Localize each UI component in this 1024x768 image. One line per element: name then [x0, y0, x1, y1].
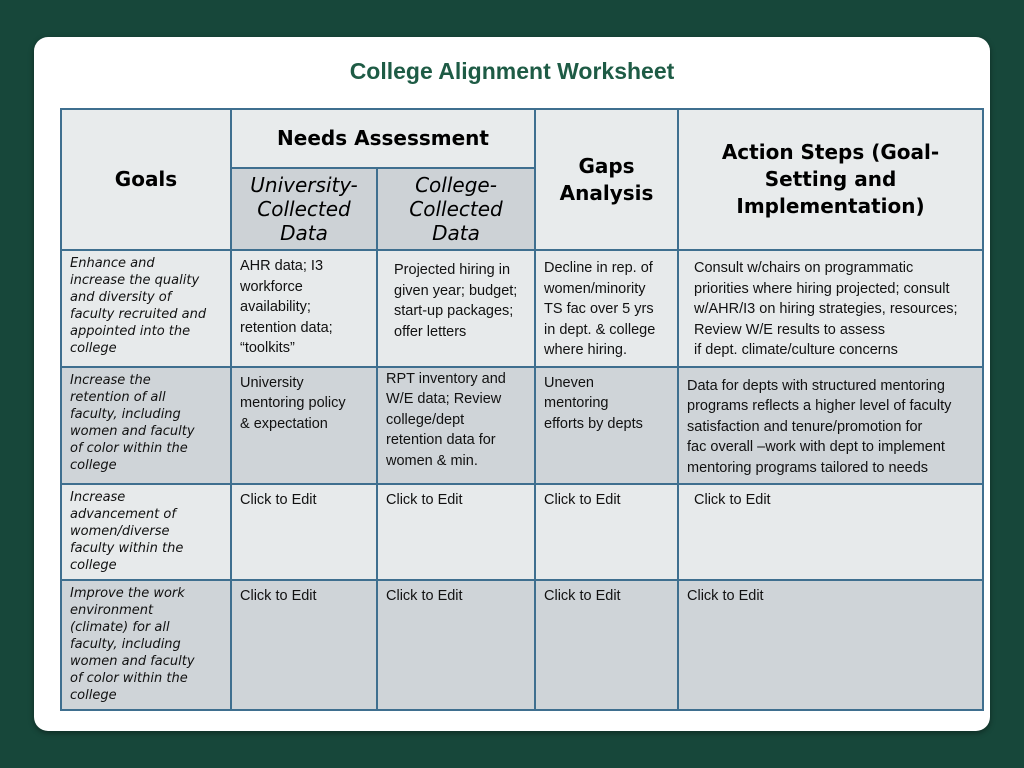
goal-cell[interactable]: Improve the work environment (climate) for all faculty, including women and faculty of color within the college: [61, 580, 231, 710]
university-cell[interactable]: AHR data; I3 workforce availability; retention data; “toolkits”: [231, 250, 377, 367]
goal-cell[interactable]: Enhance and increase the quality and diversity of faculty recruited and appointed into the college: [61, 250, 231, 367]
goal-cell[interactable]: Increase advancement of women/diverse faculty within the college: [61, 484, 231, 580]
gaps-cell[interactable]: Decline in rep. of women/minority TS fac over 5 yrs in dept. & college where hiring.: [535, 250, 678, 367]
university-cell[interactable]: Click to Edit: [231, 580, 377, 710]
actions-cell[interactable]: Click to Edit: [678, 580, 983, 710]
table-row: [61, 484, 983, 580]
header-action-steps: Action Steps (Goal- Setting and Implementation): [678, 109, 983, 250]
gaps-cell[interactable]: Click to Edit: [535, 484, 678, 580]
university-cell[interactable]: Click to Edit: [231, 484, 377, 580]
gaps-cell[interactable]: Uneven mentoring efforts by depts: [535, 367, 678, 485]
goal-cell[interactable]: Increase the retention of all faculty, including women and faculty of color within the college: [61, 367, 231, 485]
college-cell[interactable]: Projected hiring in given year; budget; start-up packages; offer letters: [377, 250, 535, 367]
alignment-table: [60, 108, 984, 711]
table-row: [61, 580, 983, 710]
header-gaps-analysis: Gaps Analysis: [535, 109, 678, 250]
header-college-data: College- Collected Data: [377, 168, 535, 250]
college-cell[interactable]: Click to Edit: [377, 580, 535, 710]
college-cell[interactable]: Click to Edit: [377, 484, 535, 580]
actions-cell[interactable]: Consult w/chairs on programmatic priorities where hiring projected; consult w/AHR/I3 on hiring strategies, resources; Review W/E results to assess if dept. climate/culture concerns: [678, 250, 983, 367]
actions-cell[interactable]: Data for depts with structured mentoring programs reflects a higher level of faculty satisfaction and tenure/promotion for fac overall –work with dept to implement mentoring programs tailored to needs: [678, 367, 983, 485]
gaps-cell[interactable]: Click to Edit: [535, 580, 678, 710]
table-row: [61, 367, 983, 485]
table-row: [61, 250, 983, 367]
actions-cell[interactable]: Click to Edit: [678, 484, 983, 580]
header-needs-assessment: Needs Assessment: [231, 109, 535, 168]
college-cell[interactable]: RPT inventory and W/E data; Review college/dept retention data for women & min.: [377, 367, 535, 485]
header-university-data: University- Collected Data: [231, 168, 377, 250]
university-cell[interactable]: University mentoring policy & expectation: [231, 367, 377, 485]
header-goals: Goals: [61, 109, 231, 250]
page-title: College Alignment Worksheet: [349, 58, 675, 84]
